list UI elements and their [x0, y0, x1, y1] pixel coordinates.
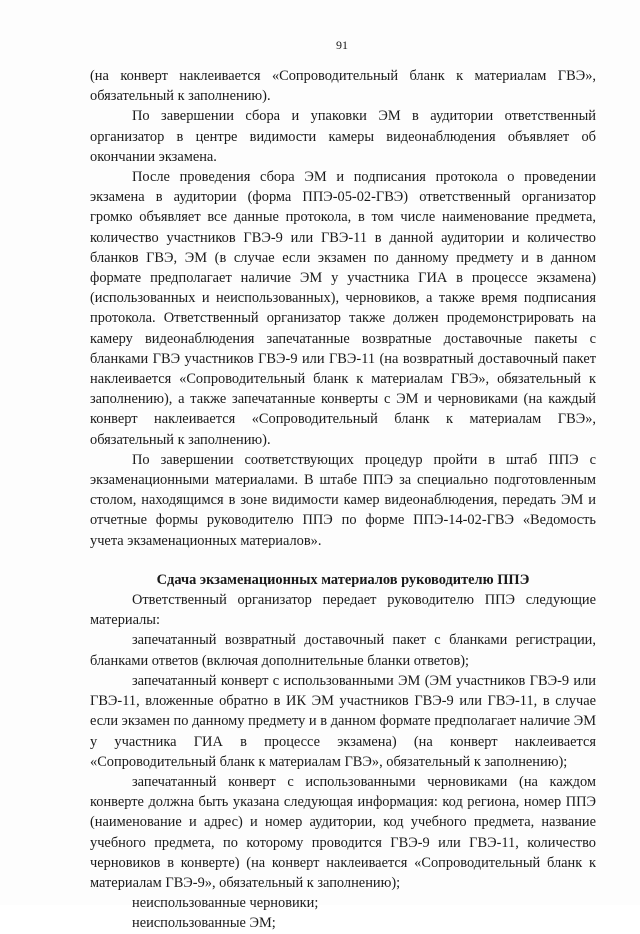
- paragraph: Ответственный организатор передает руководителю ППЭ следующие материалы:: [90, 592, 596, 629]
- list-item: запечатанный конверт с использованными ЭМ (ЭМ участников ГВЭ-9 или ГВЭ-11, вложенные обратно в ИК ЭМ участников ГВЭ-9 или ГВЭ-11, в случае если экзамен по данному предмету и в данном формате предполагает наличие ЭМ у участника ГИА в процессе экзамена) (на конверт наклеивается «Сопроводительный бланк к материалам ГВЭ», обязательный к заполнению);: [90, 672, 596, 770]
- section-heading: Сдача экзаменационных материалов руководителю ППЭ: [156, 571, 530, 588]
- list-item: запечатанный возвратный доставочный пакет с бланками регистрации, бланками ответов (включая дополнительные бланки ответов);: [90, 632, 596, 669]
- paragraph: После проведения сбора ЭМ и подписания протокола о проведении экзамена в аудитории (форма ППЭ-05-02-ГВЭ) ответственный организатор громко объявляет все данные протокола, в том числе наименование предмета, количество участников ГВЭ-9 или ГВЭ-11 в данной аудитории и количество бланков ГВЭ, ЭМ (в случае если экзамен по данному предмету и в данном формате предполагает наличие ЭМ у участника ГИА в процессе экзамена) (использованных и неиспользованных), черновиков, а также время подписания протокола. Ответственный организатор также должен продемонстрировать на камеру видеонаблюдения запечатанные возвратные доставочные пакеты с бланками ГВЭ участников ГВЭ-9 или ГВЭ-11 (на возвратный доставочный пакет наклеивается «Сопроводительный бланк к материалам ГВЭ», обязательный к заполнению), а также запечатанные конверты с ЭМ и черновиками (на каждый конверт наклеивается «Сопроводительный бланк к материалам ГВЭ», обязательный к заполнению).: [90, 169, 596, 448]
- list-item: запечатанный конверт с использованными черновиками (на каждом конверте должна быть указана следующая информация: код региона, номер ППЭ (наименование и адрес) и номер аудитории, код учебного предмета, название учебного предмета, по которому проводится ГВЭ-9 или ГВЭ-11, количество черновиков в конверте) (на конверт наклеивается «Сопроводительный бланк к материалам ГВЭ-9», обязательный к заполнению);: [90, 773, 596, 891]
- body-text: [90, 66, 596, 934]
- paragraph: По завершении сбора и упаковки ЭМ в аудитории ответственный организатор в центре видимости камеры видеонаблюдения объявляет об окончании экзамена.: [90, 108, 596, 165]
- list-item: неиспользованные черновики;: [132, 895, 319, 912]
- spacer: [90, 551, 596, 570]
- paragraph: (на конверт наклеивается «Сопроводительный бланк к материалам ГВЭ», обязательный к заполнению).: [90, 68, 596, 105]
- paragraph: По завершении соответствующих процедур пройти в штаб ППЭ с экзаменационными материалами. В штабе ППЭ за специально подготовленным столом, находящимся в зоне видимости камер видеонаблюдения, передать ЭМ и отчетные формы руководителю ППЭ по форме ППЭ-14-02-ГВЭ «Ведомость учета экзаменационных материалов».: [90, 451, 596, 549]
- page-number: 91: [336, 38, 348, 52]
- list-item: неиспользованные ЭМ;: [132, 915, 276, 932]
